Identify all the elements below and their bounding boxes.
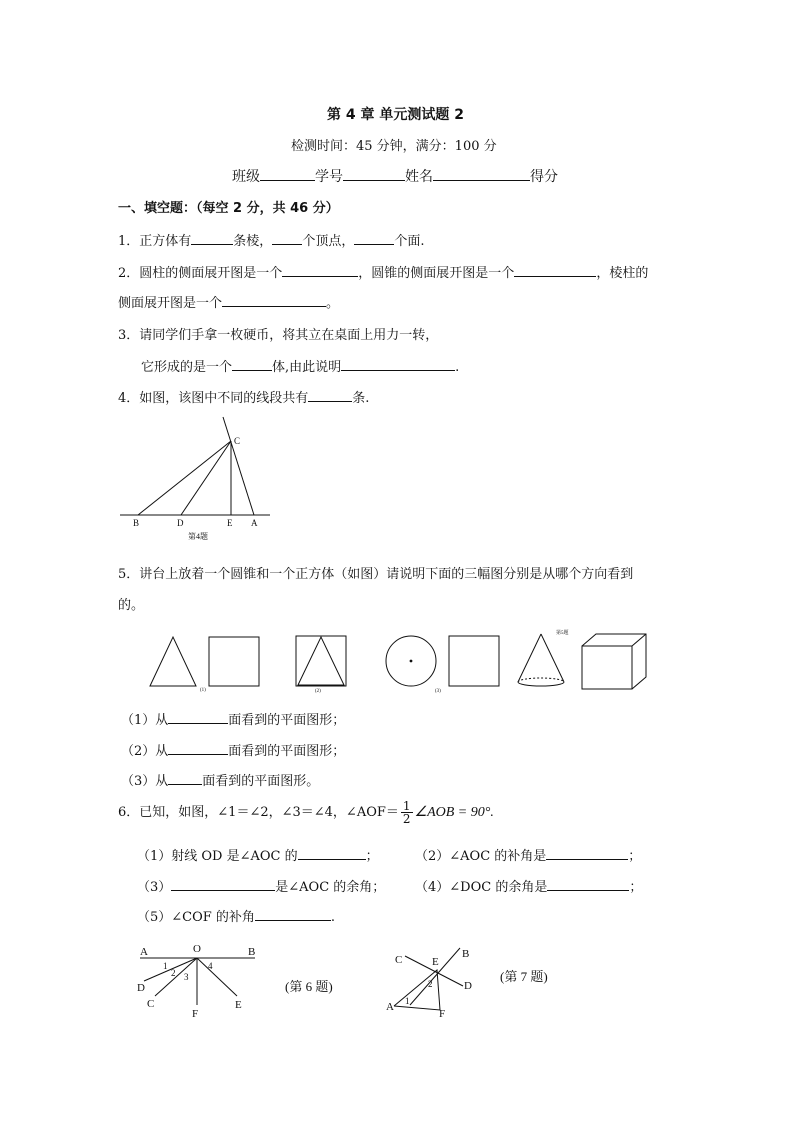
q3-blank-solid[interactable]: [232, 357, 272, 371]
label-a: A: [386, 1001, 394, 1013]
q6-text: ∠AOB = 90°.: [414, 805, 494, 820]
fraction-one-half: [401, 800, 413, 825]
name-blank[interactable]: [433, 167, 530, 181]
view2-triangle: [298, 637, 344, 685]
page-title: 第 4 章 单元测试题 2: [327, 107, 464, 123]
q6-text: （5）∠COF 的补角: [137, 910, 255, 925]
q6-text: （4）∠DOC 的余角是: [415, 880, 548, 895]
section-heading: 一、填空题：（每空 2 分，共 46 分）: [118, 201, 339, 216]
label-c: C: [395, 954, 403, 966]
label-angle-1: 1: [405, 996, 410, 1006]
question-1: [118, 230, 424, 249]
name-label: 姓名: [405, 169, 433, 185]
view1-square: [209, 637, 259, 686]
q2-number: 2．: [118, 266, 140, 281]
q1-text: 条棱，: [233, 234, 273, 249]
q3-text: 请同学们手拿一枚硬币，将其立在桌面上用力一转，: [139, 328, 439, 343]
label-e: E: [432, 956, 439, 968]
q6-text: 已知，如图，∠1＝∠2，∠3＝∠4，∠AOF＝: [139, 805, 399, 820]
question-2: [118, 262, 648, 281]
q5-text: 面看到的平面图形；: [228, 713, 346, 728]
q2-text: 圆柱的侧面展开图是一个: [139, 266, 283, 281]
figure-caption: (第 7 题): [500, 969, 548, 984]
class-blank[interactable]: [260, 167, 315, 181]
id-label: 学号: [315, 169, 343, 185]
label-d: D: [137, 982, 145, 994]
q1-text: 正方体有: [139, 234, 192, 249]
q1-number: 1．: [118, 234, 140, 249]
q3-text: 它形成的是一个: [141, 360, 233, 375]
view3-center-dot: [410, 660, 413, 663]
q5-blank-3[interactable]: [168, 771, 202, 785]
label-d: D: [464, 980, 472, 992]
view2-tag: (2): [315, 689, 321, 694]
q4-text: 如图，该图中不同的线段共有: [139, 391, 309, 406]
q6-text: （1）射线 OD 是∠AOC 的: [137, 849, 298, 864]
ray-oe: [197, 958, 237, 996]
label-angle-4: 4: [208, 961, 213, 971]
cone-base-front: [518, 682, 564, 686]
label-b: B: [133, 518, 140, 528]
label-f: F: [192, 1008, 199, 1020]
q6-text: （2）∠AOC 的补角是: [415, 849, 547, 864]
cube-front: [582, 646, 632, 689]
label-o: O: [193, 943, 201, 955]
question-6: [118, 796, 494, 830]
view1-tag: (1): [200, 688, 206, 693]
label-d: D: [177, 518, 184, 528]
figure-q7: [380, 940, 570, 1020]
q5-part-3: [121, 770, 319, 789]
label-a: A: [140, 946, 148, 958]
label-a: A: [251, 518, 258, 528]
label-b: B: [248, 946, 256, 958]
cone-base-back: [518, 678, 564, 682]
q3-text: .: [455, 360, 460, 375]
figure-q5: [140, 622, 660, 697]
q3-text: 体,由此说明: [272, 360, 342, 375]
q5-text: 面看到的平面图形。: [202, 774, 320, 789]
label-c: C: [234, 436, 241, 446]
view2-square: [296, 636, 346, 686]
q6-blank-3[interactable]: [171, 877, 275, 891]
label-c: C: [147, 998, 155, 1010]
q6-part-4: [415, 876, 642, 895]
q3-blank-reason[interactable]: [341, 357, 455, 371]
question-5-cont: 的。: [118, 598, 145, 613]
id-blank[interactable]: [343, 167, 405, 181]
q6-text: 是∠AOC 的余角；: [275, 880, 386, 895]
cone-right: [541, 634, 564, 682]
q4-text: 条.: [352, 391, 370, 406]
q6-text: （3）: [137, 880, 172, 895]
q6-text: ；: [628, 849, 642, 864]
label-angle-2: 2: [171, 968, 176, 978]
q6-part-1: [137, 845, 379, 864]
ray-oc: [155, 958, 197, 996]
q5-text: （2）从: [121, 744, 169, 759]
q5-blank-2[interactable]: [168, 741, 228, 755]
q1-blank-faces[interactable]: [354, 231, 394, 245]
fraction-numerator: 1: [402, 799, 411, 813]
view3-tag: (3): [435, 689, 441, 694]
question-4: [118, 387, 369, 406]
q5-number: 5．: [118, 567, 140, 582]
q6-number: 6．: [118, 805, 140, 820]
view3-square: [449, 636, 499, 686]
q5-text: 讲台上放着一个圆锥和一个正方体（如图）请说明下面的三幅图分别是从哪个方向看到: [139, 567, 634, 582]
q2-blank-prism[interactable]: [222, 293, 326, 307]
figure-q4: [110, 412, 280, 547]
label-f: F: [439, 1008, 446, 1020]
cube-edge: [632, 634, 646, 646]
q1-text: 个面.: [394, 234, 425, 249]
q2-text: ，棱柱的: [596, 266, 649, 281]
score-label: 得分: [530, 169, 558, 185]
label-angle-1: 1: [163, 961, 168, 971]
segment-dc: [181, 441, 231, 515]
q1-blank-vertices[interactable]: [272, 231, 302, 245]
q6-text: .: [330, 910, 336, 925]
q2-text: ，圆锥的侧面展开图是一个: [358, 266, 515, 281]
cone-left: [518, 634, 541, 682]
q6-blank-2[interactable]: [546, 846, 628, 860]
student-info-line: [232, 166, 558, 186]
q6-blank-1[interactable]: [298, 846, 366, 860]
label-e: E: [235, 999, 242, 1011]
q5-text: （3）从: [121, 774, 169, 789]
question-2-cont: [118, 292, 339, 311]
view1-triangle: [150, 637, 196, 686]
figure-caption: 第5题: [556, 631, 569, 636]
test-meta: 检测时间：45 分钟，满分：100 分: [291, 139, 497, 154]
q2-text: 。: [326, 296, 340, 311]
q5-part-1: [121, 709, 345, 728]
figure-caption: 第4题: [188, 532, 208, 541]
q4-number: 4．: [118, 391, 140, 406]
q6-part-3: [137, 876, 385, 895]
figure-caption: (第 6 题): [285, 979, 333, 994]
q2-blank-cylinder[interactable]: [282, 263, 358, 277]
question-5: [118, 563, 633, 582]
q5-text: 面看到的平面图形；: [228, 744, 346, 759]
q5-text: （1）从: [121, 713, 169, 728]
q6-blank-5[interactable]: [255, 907, 331, 921]
label-e: E: [227, 518, 233, 528]
figure-q6: [130, 938, 370, 1023]
q6-part-2: [415, 845, 641, 864]
fraction-denominator: 2: [402, 812, 411, 826]
q6-text: ；: [365, 849, 379, 864]
triangle-aef: [394, 970, 440, 1010]
class-label: 班级: [232, 169, 260, 185]
label-angle-3: 3: [184, 972, 189, 982]
q6-text: ；: [629, 880, 643, 895]
q5-part-2: [121, 740, 345, 759]
segment-ac: [223, 417, 254, 515]
q2-text: 侧面展开图是一个: [118, 296, 223, 311]
question-3-cont: [141, 356, 459, 375]
q6-part-5: [137, 906, 335, 925]
question-3: [118, 324, 438, 343]
q2-blank-cone[interactable]: [514, 263, 596, 277]
label-angle-2: 2: [428, 979, 433, 989]
q1-text: 个顶点，: [302, 234, 355, 249]
q5-blank-1[interactable]: [168, 710, 228, 724]
q1-blank-edges[interactable]: [191, 231, 233, 245]
q4-blank-segments[interactable]: [308, 388, 352, 402]
label-b: B: [462, 948, 470, 960]
q3-number: 3．: [118, 328, 140, 343]
q6-blank-4[interactable]: [547, 877, 629, 891]
segment-bc: [138, 441, 231, 515]
